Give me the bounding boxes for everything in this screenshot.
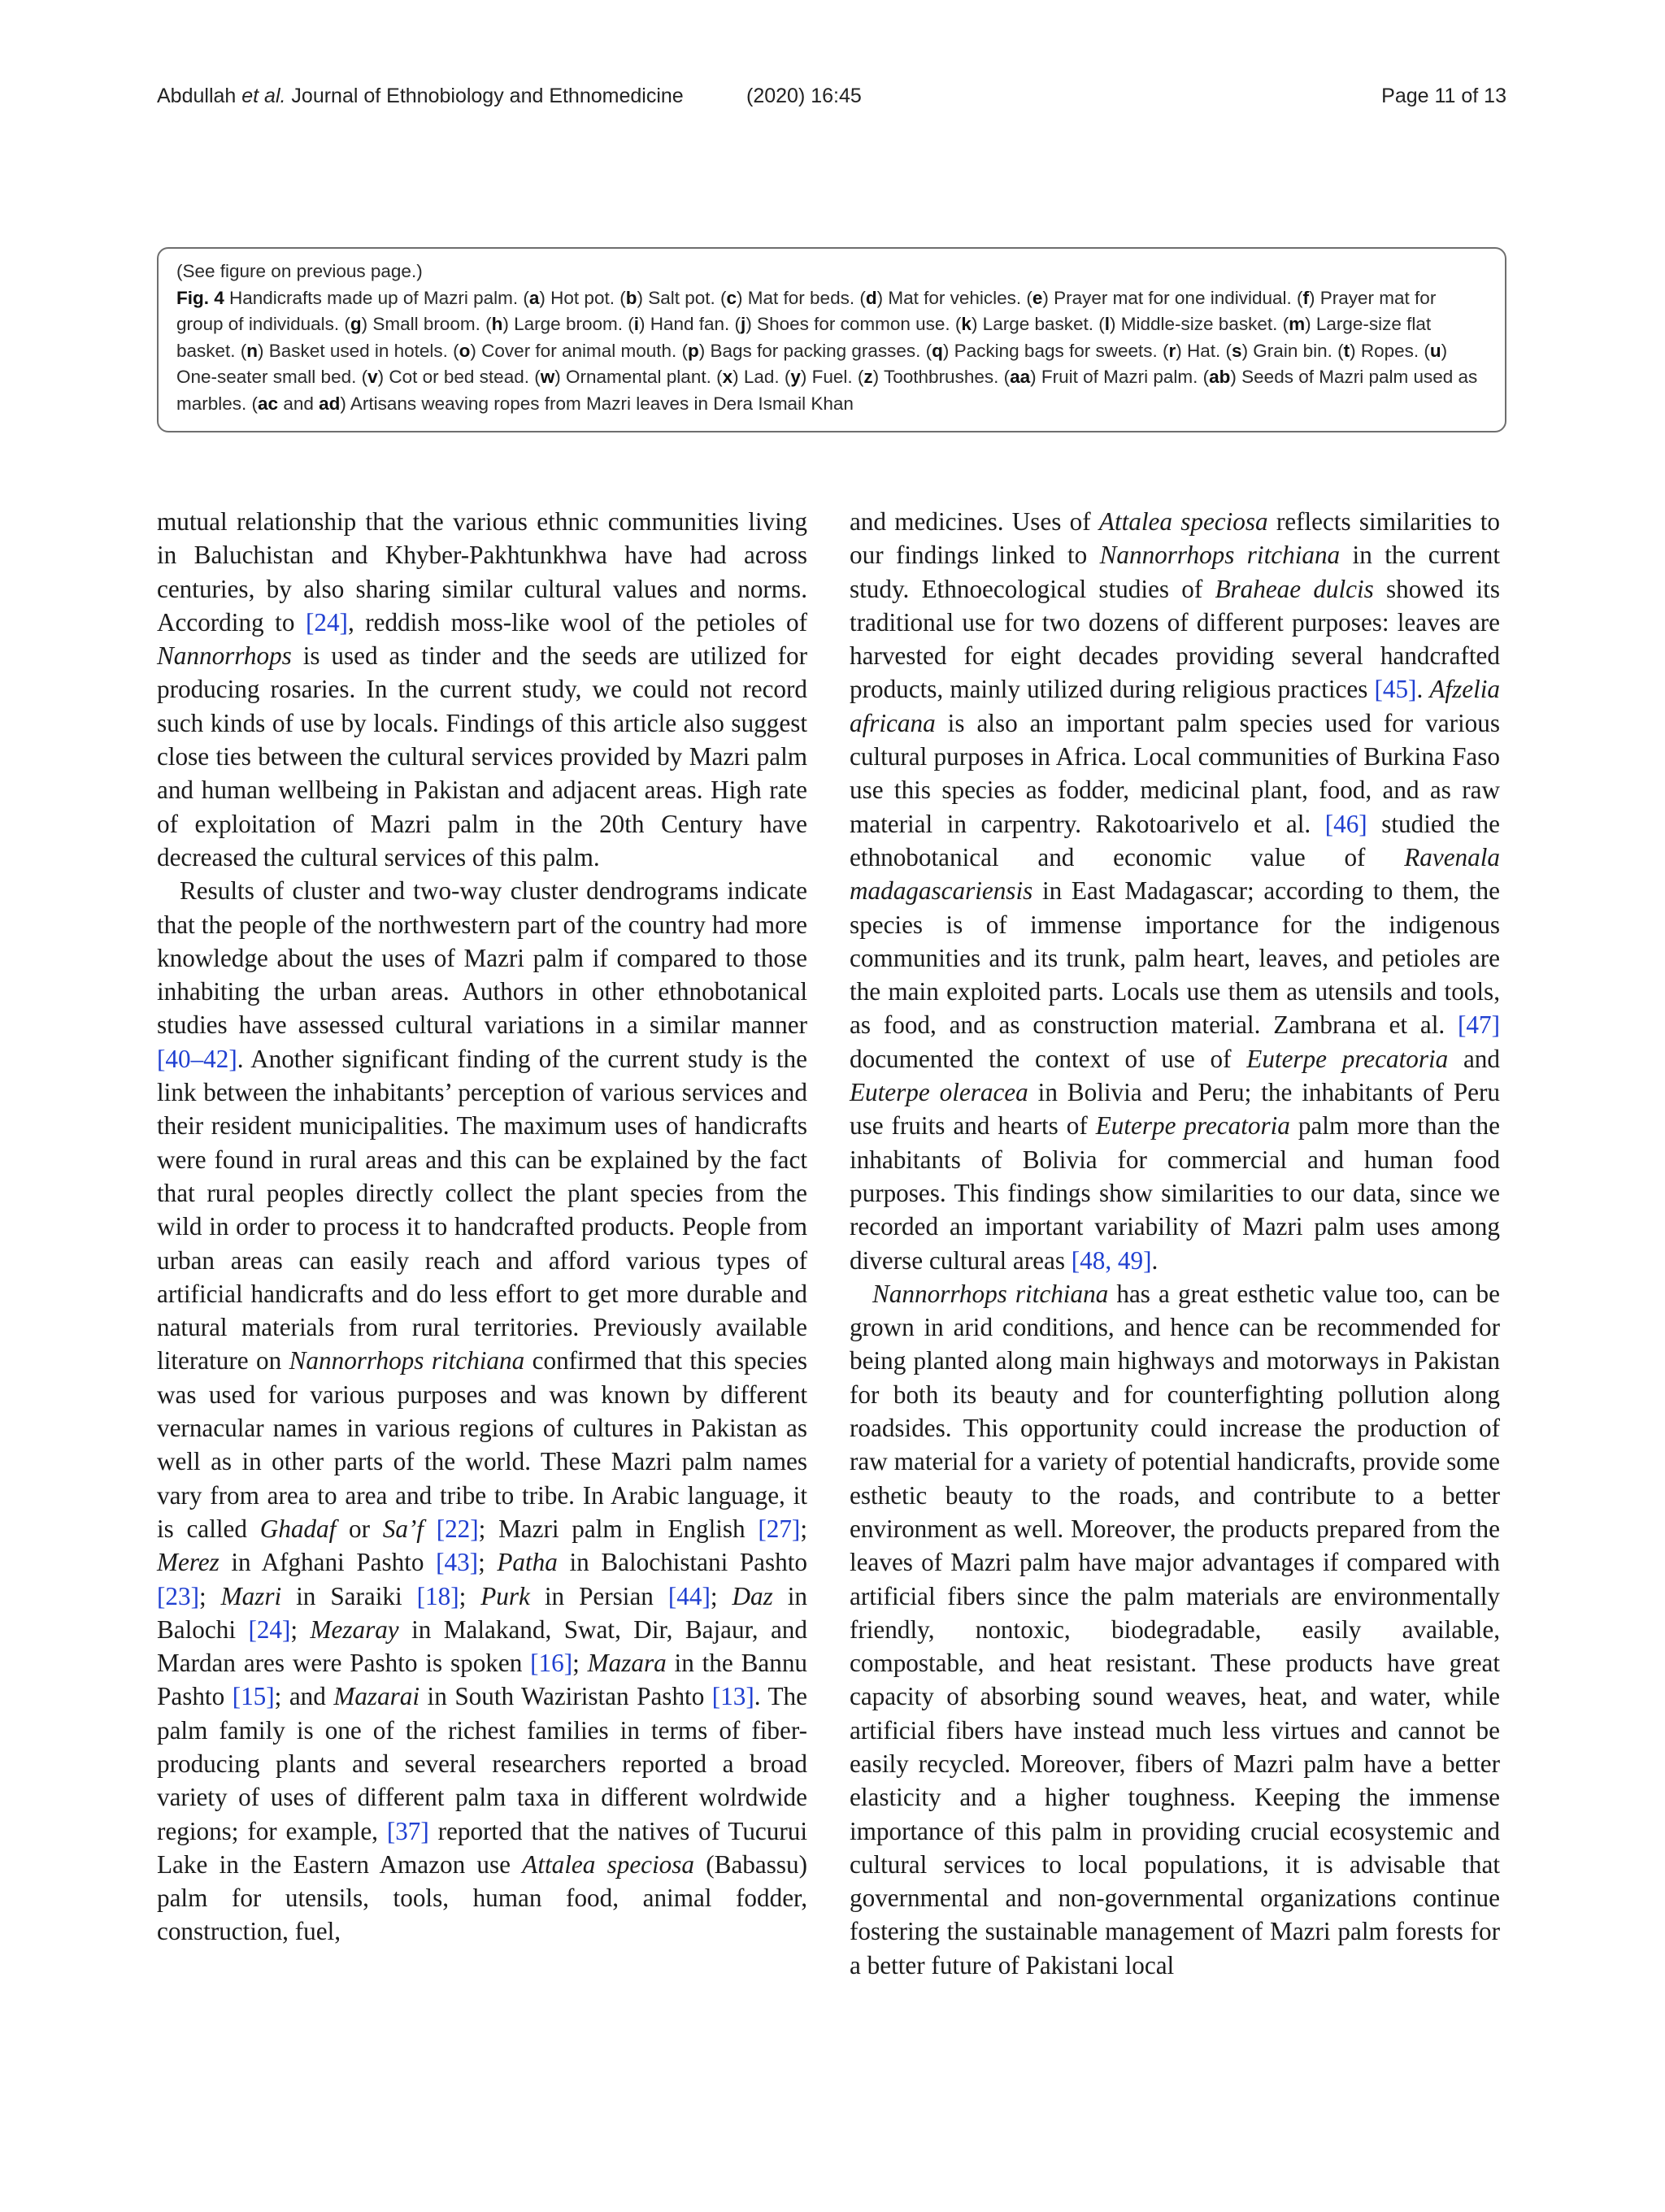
caption-text-run: Handicrafts made up of Mazri palm. ( [224,287,529,308]
text-run: reflects similarities to our findings linked to [850,507,1500,570]
italic-term: Sa’f [382,1514,424,1543]
journal-name: Journal of Ethnobiology and Ethnomedicine [291,85,684,107]
text-run: and [1448,1044,1500,1073]
figure-label: Fig. 4 [176,287,224,308]
caption-panel-description: ) Ornamental plant. ( [554,367,723,387]
year-issue: (2020) 16:45 [746,85,862,107]
italic-term: Purk [480,1581,530,1610]
text-run: mutual relationship that the various ethnic communities living in Baluchistan and Khyber-Pakhtunkhwa have had across centuries, by also sharing similar cultural values and norms. According to [157,507,807,637]
italic-term: Nannorrhops [157,641,292,671]
caption-panel-key: ac [258,393,279,414]
text-run: in the current study. Ethnoecological studies of [850,541,1501,603]
text-run: or [336,1514,383,1543]
text-run: in Afghani Pashto [219,1548,437,1577]
text-run: (Babassu) palm for utensils, tools, human food, animal fodder, construction, fuel, [157,1849,807,1946]
caption-panel-key: ad [319,393,341,414]
text-run: ; [572,1649,588,1678]
caption-panel-key: w [540,367,555,387]
italic-term: Braheae dulcis [1215,574,1374,603]
caption-panel-key: i [633,314,639,334]
citation-link[interactable]: [40–42] [157,1044,237,1073]
caption-panel-key: p [688,340,699,361]
caption-panel-key: u [1429,340,1441,361]
body-paragraph [157,874,807,1949]
caption-panel-description: ) Basket used in hotels. ( [258,340,459,361]
caption-panel-description: ) Salt pot. ( [637,287,727,308]
citation-link[interactable]: [37] [386,1816,429,1845]
citation-link[interactable]: [48, 49] [1071,1245,1152,1275]
caption-panel-key: g [350,314,362,334]
italic-term: Euterpe oleracea [850,1078,1028,1107]
text-run: in Balochistani Pashto [557,1548,808,1577]
italic-term: Merez [157,1548,220,1577]
page-number: Page 11 of 13 [1381,85,1506,107]
text-run: , reddish moss-like wool of the petioles of [347,607,807,637]
caption-panel-key: c [726,287,737,308]
caption-panel-key: x [722,367,733,387]
caption-panel-key: k [961,314,972,334]
citation-link[interactable]: [18] [416,1581,459,1610]
caption-panel-description: ) Large-size flat basket. ( [176,314,1432,361]
caption-panel-key: e [1032,287,1043,308]
caption-panel-description: ) Cot or bed stead. ( [377,367,541,387]
citation-link[interactable]: [24] [248,1614,291,1644]
citation-link[interactable]: [43] [436,1548,479,1577]
text-run: ; [290,1614,311,1644]
caption-panel-key: b [625,287,637,308]
text-run: confirmed that this species was used for various purposes and was known by different vernacular names in various regions of cultures in Pakistan as well as in other parts of the world. These Mazri palm names vary from area to area and tribe to tribe. In Arabic language, it is called [157,1346,807,1543]
caption-panel-description: ) Cover for animal mouth. ( [470,340,689,361]
journal-citation [157,85,684,108]
text-run: . Another significant finding of the current study is the link between the inhabitants’ perception of various services and their resident municipalities. The maximum uses of handicrafts were found in rural areas and this can be explained by the fact that rural peoples directly collect the plant species from the wild in order to process it to handcrafted products. People from urban areas can easily reach and afford various types of artificial handicrafts and do less effort to get more durable and natural materials from rural territories. Previously available literature on [157,1044,807,1375]
italic-term: Daz [732,1581,773,1610]
caption-panel-description: ) Toothbrushes. ( [872,367,1011,387]
text-run: in South Waziristan Pashto [420,1682,712,1711]
italic-term: Mazri [220,1581,282,1610]
caption-panel-description: ) Large basket. ( [971,314,1105,334]
text-run: in Balochi [157,1581,807,1644]
citation-link[interactable]: [45] [1374,675,1417,704]
caption-panel-description: ) Seeds of Mazri palm used as marbles. ( [176,367,1478,414]
figure-caption [176,285,1487,418]
text-run: ; [710,1581,733,1610]
caption-panel-description: ) Packing bags for sweets. ( [942,340,1169,361]
caption-panel-description: and [278,393,320,414]
italic-term: Nannorrhops ritchiana [1099,541,1341,570]
caption-panel-description: ) Hat. ( [1176,340,1232,361]
caption-panel-description: ) Artisans weaving ropes from Mazri leaves in Dera Ismail Khan [340,393,854,414]
citation-link[interactable]: [47] [1458,1010,1500,1040]
text-run: is also an important palm species used for various cultural purposes in Africa. Local communities of Burkina Faso use this species as fodder, medicinal plant, food, and as raw material in carpentry. Rakotoarivelo et al. [850,708,1500,838]
caption-panel-description: ) Large broom. ( [502,314,634,334]
text-run: . [1416,675,1430,704]
text-run: in Saraiki [281,1581,417,1610]
citation-link[interactable]: [44] [667,1581,711,1610]
caption-panel-key: aa [1010,367,1031,387]
text-run: is used as tinder and the seeds are utilized for producing rosaries. In the current study, we could not record such kinds of use by locals. Findings of this article also suggest close ties between the cultural services provided by Mazri palm and human wellbeing in Pakistan and adjacent areas. High rate of exploitation of Mazri palm in the 20th Century have decreased the cultural services of this palm. [157,641,807,871]
text-run: in Bolivia and Peru; the inhabitants of Peru use fruits and hearts of [850,1078,1500,1141]
text-run: ; and [274,1682,334,1711]
citation-link[interactable]: [16] [530,1649,573,1678]
caption-panel-description: ) Prayer mat for one individual. ( [1042,287,1303,308]
italic-term: Ghadaf [259,1514,337,1543]
body-paragraph [157,505,807,874]
text-run: documented the context of use of [850,1044,1247,1073]
caption-panel-key: q [932,340,943,361]
text-run: ; [198,1581,221,1610]
italic-term: Attalea speciosa [1098,507,1268,536]
caption-panel-key: y [790,367,801,387]
body-paragraph [850,1277,1500,1982]
text-run: reported that the natives of Tucurui Lake in the Eastern Amazon use [157,1816,807,1879]
citation-link[interactable]: [13] [711,1682,754,1711]
figure-caption-box [157,247,1506,432]
italic-term: Patha [497,1548,558,1577]
caption-panel-description: ) One-seater small bed. ( [176,340,1448,387]
italic-term: Euterpe precatoria [1246,1044,1449,1073]
text-run: ; [800,1514,807,1543]
caption-panel-description: ) Bags for packing grasses. ( [698,340,932,361]
caption-panel-key: f [1302,287,1310,308]
caption-panel-description: ) Hand fan. ( [638,314,741,334]
citation-link[interactable]: [46] [1324,809,1367,838]
italic-term: Mezaray [310,1614,399,1644]
caption-panel-description: ) Middle-size basket. ( [1110,314,1289,334]
caption-panel-key: m [1289,314,1306,334]
body-column-left [157,505,807,1949]
text-run: palm more than the inhabitants of Bolivia for commercial and human food purposes. This findings show similarities to our data, since we recorded an important variability of Mazri palm uses among diverse cultural areas [850,1111,1500,1275]
caption-panel-description: ) Prayer mat for group of individuals. ( [176,287,1437,334]
text-run: showed its traditional use for two dozens of different purposes: leaves are harvested for eight decades providing several handcrafted products, mainly utilized during religious practices [850,574,1500,704]
italic-term: Nannorrhops ritchiana [289,1346,525,1375]
body-column-right [850,505,1500,1982]
caption-panel-description: ) Small broom. ( [361,314,492,334]
caption-panel-description: ) Ropes. ( [1350,340,1430,361]
et-al: et al. [241,85,286,107]
text-run: ; [459,1581,481,1610]
text-run: and medicines. Uses of [850,507,1099,536]
citation-link[interactable]: [24] [305,607,348,637]
text-run: has a great esthetic value too, can be grown in arid conditions, and hence can be recommended for being planted along main highways and motorways in Pakistan for both its beauty and for counterfighting pollution along roadsides. This opportunity could increase the production of raw material for a variety of potential handicrafts, provide some esthetic beauty to the roads, and contribute to a better environment as well. Moreover, the products prepared from the leaves of Mazri palm have major advantages if compared with artificial fibers since the palm materials are environmentally friendly, nontoxic, biodegradable, easily available, compostable, and heat resistant. These products have great capacity of absorbing sound weaves, heat, and water, while artificial fibers have instead much less virtues and cannot be easily recycled. Moreover, fibers of Mazri palm have a better elasticity and a higher toughness. Keeping the immense importance of this palm in providing crucial ecosystemic and cultural services to local populations, it is advisable that governmental and non-governmental organizations continue fostering the sustainable management of Mazri palm forests for a better future of Pakistani local [850,1279,1500,1980]
caption-panel-description: ) Fuel. ( [800,367,864,387]
text-run: in East Madagascar; according to them, the species is of immense importance for the indigenous communities and its trunk, palm heart, leaves, and petioles are the main exploited parts. Locals use them as utensils and tools, as food, and as construction material. Zambrana et al. [850,876,1500,1040]
see-figure-note: (See figure on previous page.) [176,261,423,281]
caption-panel-description: ) Mat for vehicles. ( [876,287,1032,308]
text-run: . The palm family is one of the richest families in terms of fiber-producing plants and several researchers reported a broad variety of uses of different palm taxa in different wolrdwide regions; for example, [157,1682,807,1845]
caption-panel-key: ab [1209,367,1231,387]
text-run: studied the ethnobotanical and economic value of [850,809,1500,871]
italic-term: Ravenala madagascariensis [850,842,1500,906]
caption-panel-key: d [865,287,877,308]
caption-panel-key: r [1168,340,1176,361]
caption-panel-description: ) Grain bin. ( [1241,340,1344,361]
italic-term: Mazarai [333,1682,420,1711]
text-run: . [1151,1245,1159,1275]
italic-term: Nannorrhops ritchiana [872,1279,1109,1308]
italic-term: Mazara [587,1649,667,1678]
caption-panel-key: o [459,340,471,361]
caption-panel-description: ) Lad. ( [733,367,791,387]
citation-link[interactable]: [27] [758,1514,801,1543]
caption-panel-key: s [1232,340,1242,361]
text-run [424,1515,437,1543]
text-run: in the Bannu Pashto [157,1649,808,1711]
text-run: ; Mazri palm in English [478,1514,759,1543]
caption-panel-key: v [367,367,378,387]
text-run: Results of cluster and two-way cluster dendrograms indicate that the people of the northwestern part of the country had more knowledge about the uses of Mazri palm if compared to those inhabiting the urban areas. Authors in other ethnobotanical studies have assessed cultural variations in a similar manner [157,876,807,1040]
caption-panel-key: h [491,314,503,334]
running-header [157,85,1506,117]
caption-panel-key: n [246,340,259,361]
caption-panel-description: ) Fruit of Mazri palm. ( [1030,367,1210,387]
citation-link[interactable]: [22] [436,1514,479,1543]
italic-term: Attalea speciosa [522,1849,695,1879]
citation-link[interactable]: [15] [232,1682,275,1711]
caption-panel-description: ) Mat for beds. ( [737,287,866,308]
caption-panel-key: a [528,287,540,308]
text-run: ; [478,1548,498,1577]
caption-panel-key: j [741,314,746,334]
authors: Abdullah [157,85,237,107]
italic-term: Afzelia africana [850,675,1500,737]
text-run: in Malakand, Swat, Dir, Bajaur, and Mardan ares were Pashto is spoken [157,1614,807,1678]
caption-panel-key: t [1343,340,1350,361]
caption-panel-description: ) Hot pot. ( [539,287,626,308]
caption-panel-key: z [863,367,873,387]
caption-panel-description: ) Shoes for common use. ( [746,314,962,334]
caption-panel-key: l [1104,314,1111,334]
body-paragraph [850,505,1500,1277]
citation-link[interactable]: [23] [157,1581,199,1610]
text-run: in Persian [529,1581,668,1610]
italic-term: Euterpe precatoria [1095,1111,1290,1141]
